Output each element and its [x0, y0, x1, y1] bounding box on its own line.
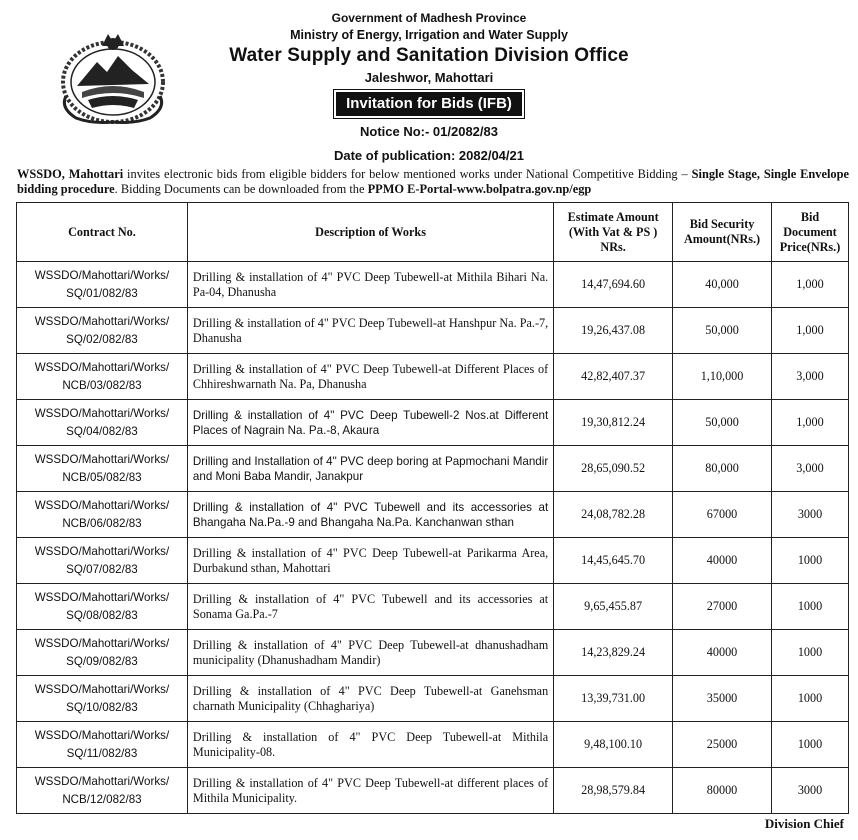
bid-security-cell: 50,000	[673, 308, 772, 354]
estimate-cell: 28,65,090.52	[554, 446, 673, 492]
doc-price-cell: 1000	[772, 722, 849, 768]
bid-security-cell: 1,10,000	[673, 354, 772, 400]
bids-table	[16, 202, 849, 814]
estimate-cell: 28,98,579.84	[554, 768, 673, 814]
description-cell: Drilling & installation of 4" PVC Deep Tubewell-at Hanshpur Na. Pa.-7, Dhanusha	[187, 308, 553, 354]
description-cell: Drilling & installation of 4" PVC Tubewell and its accessories at Sonama Ga.Pa.-7	[187, 584, 553, 630]
header-description: Description of Works	[187, 203, 553, 262]
bid-security-cell: 27000	[673, 584, 772, 630]
table-row	[17, 538, 849, 584]
office-title: Water Supply and Sanitation Division Office	[229, 45, 629, 66]
estimate-cell: 9,48,100.10	[554, 722, 673, 768]
description-cell: Drilling & installation of 4" PVC Deep Tubewell-at Different Places of Chhireshwarnath Na. Pa, Dhanusha	[187, 354, 553, 400]
bid-security-cell: 40000	[673, 630, 772, 676]
estimate-cell: 19,26,437.08	[554, 308, 673, 354]
contract-no-cell: WSSDO/Mahottari/Works/ SQ/04/082/83	[17, 400, 188, 446]
description-cell: Drilling & installation of 4" PVC Deep Tubewell-at Parikarma Area, Durbakund sthan, Mahottari	[187, 538, 553, 584]
table-row	[17, 768, 849, 814]
table-row	[17, 446, 849, 492]
description-cell: Drilling & installation of 4" PVC Deep Tubewell-at Ganehsman charnath Municipality (Chhaghariya)	[187, 676, 553, 722]
publication-date: Date of publication: 2082/04/21	[333, 148, 524, 163]
intro-paragraph	[17, 167, 849, 197]
estimate-cell: 42,82,407.37	[554, 354, 673, 400]
description-cell: Drilling & installation of 4" PVC Deep Tubewell-at dhanushadham municipality (Dhanushadham Mandir)	[187, 630, 553, 676]
table-row	[17, 722, 849, 768]
contract-no-cell: WSSDO/Mahottari/Works/ SQ/08/082/83	[17, 584, 188, 630]
intro-text-2: . Bidding Documents can be downloaded from the	[114, 182, 368, 196]
signatory: Division Chief	[764, 816, 844, 831]
contract-no-cell: WSSDO/Mahottari/Works/ SQ/11/082/83	[17, 722, 188, 768]
description-cell: Drilling & installation of 4" PVC Deep Tubewell-at different places of Mithila Municipality.	[187, 768, 553, 814]
intro-portal: PPMO E-Portal-www.bolpatra.gov.np/egp	[367, 182, 592, 196]
contract-no-cell: WSSDO/Mahottari/Works/ SQ/02/082/83	[17, 308, 188, 354]
contract-no-cell: WSSDO/Mahottari/Works/ NCB/06/082/83	[17, 492, 188, 538]
estimate-cell: 14,47,694.60	[554, 262, 673, 308]
contract-no-cell: WSSDO/Mahottari/Works/ SQ/01/082/83	[17, 262, 188, 308]
doc-price-cell: 1000	[772, 676, 849, 722]
doc-price-cell: 3,000	[772, 354, 849, 400]
doc-price-cell: 3000	[772, 768, 849, 814]
table-row	[17, 308, 849, 354]
contract-no-cell: WSSDO/Mahottari/Works/ SQ/07/082/83	[17, 538, 188, 584]
table-row	[17, 630, 849, 676]
description-cell: Drilling & installation of 4" PVC Tubewell and its accessories at Bhangaha Na.Pa.-9 and Bhangaha Na.Pa. Kanchanwan sthan	[187, 492, 553, 538]
office-location: Jaleshwor, Mahottari	[364, 70, 494, 85]
bid-security-cell: 35000	[673, 676, 772, 722]
ministry-title: Ministry of Energy, Irrigation and Water Supply	[290, 28, 568, 42]
table-row	[17, 354, 849, 400]
intro-office: WSSDO, Mahottari	[17, 167, 124, 181]
estimate-cell: 14,23,829.24	[554, 630, 673, 676]
ifb-title: Invitation for Bids (IFB)	[336, 92, 522, 116]
contract-no-cell: WSSDO/Mahottari/Works/ NCB/05/082/83	[17, 446, 188, 492]
doc-price-cell: 3000	[772, 492, 849, 538]
header-estimate: Estimate Amount (With Vat & PS ) NRs.	[554, 203, 673, 262]
contract-no-cell: WSSDO/Mahottari/Works/ SQ/10/082/83	[17, 676, 188, 722]
description-cell: Drilling & installation of 4" PVC Deep Tubewell-at Mithila Municipality-08.	[187, 722, 553, 768]
table-row	[17, 584, 849, 630]
estimate-cell: 19,30,812.24	[554, 400, 673, 446]
table-header-row	[17, 203, 849, 262]
doc-price-cell: 1000	[772, 538, 849, 584]
intro-procedure: Single Stage, Single Envelope bidding procedure	[17, 167, 849, 196]
doc-price-cell: 1,000	[772, 400, 849, 446]
doc-price-cell: 1000	[772, 584, 849, 630]
doc-price-cell: 1,000	[772, 308, 849, 354]
estimate-cell: 24,08,782.28	[554, 492, 673, 538]
estimate-cell: 13,39,731.00	[554, 676, 673, 722]
doc-price-cell: 1,000	[772, 262, 849, 308]
notice-number: Notice No:- 01/2082/83	[359, 124, 498, 139]
header-doc-price: Bid Document Price(NRs.)	[772, 203, 849, 262]
intro-text-1: invites electronic bids from eligible bidders for below mentioned works under National Competitive Bidding –	[123, 167, 692, 181]
table-row	[17, 492, 849, 538]
bid-security-cell: 40000	[673, 538, 772, 584]
table-row	[17, 400, 849, 446]
bid-security-cell: 80,000	[673, 446, 772, 492]
bid-security-cell: 40,000	[673, 262, 772, 308]
header-contract-no: Contract No.	[17, 203, 188, 262]
contract-no-cell: WSSDO/Mahottari/Works/ NCB/12/082/83	[17, 768, 188, 814]
ifb-banner	[0, 92, 858, 116]
description-cell: Drilling & installation of 4" PVC Deep Tubewell-2 Nos.at Different Places of Nagrain Na. Pa.-8, Akaura	[187, 400, 553, 446]
bid-security-cell: 67000	[673, 492, 772, 538]
estimate-cell: 14,45,645.70	[554, 538, 673, 584]
contract-no-cell: WSSDO/Mahottari/Works/ NCB/03/082/83	[17, 354, 188, 400]
government-title: Government of Madhesh Province	[331, 11, 527, 25]
bid-security-cell: 25000	[673, 722, 772, 768]
bid-security-cell: 80000	[673, 768, 772, 814]
table-row	[17, 676, 849, 722]
description-cell: Drilling and Installation of 4" PVC deep boring at Papmochani Mandir and Moni Baba Mandir, Janakpur	[187, 446, 553, 492]
doc-price-cell: 1000	[772, 630, 849, 676]
table-row	[17, 262, 849, 308]
contract-no-cell: WSSDO/Mahottari/Works/ SQ/09/082/83	[17, 630, 188, 676]
estimate-cell: 9,65,455.87	[554, 584, 673, 630]
bid-security-cell: 50,000	[673, 400, 772, 446]
doc-price-cell: 3,000	[772, 446, 849, 492]
description-cell: Drilling & installation of 4" PVC Deep Tubewell-at Mithila Bihari Na. Pa-04, Dhanusha	[187, 262, 553, 308]
header-bid-security: Bid Security Amount(NRs.)	[673, 203, 772, 262]
